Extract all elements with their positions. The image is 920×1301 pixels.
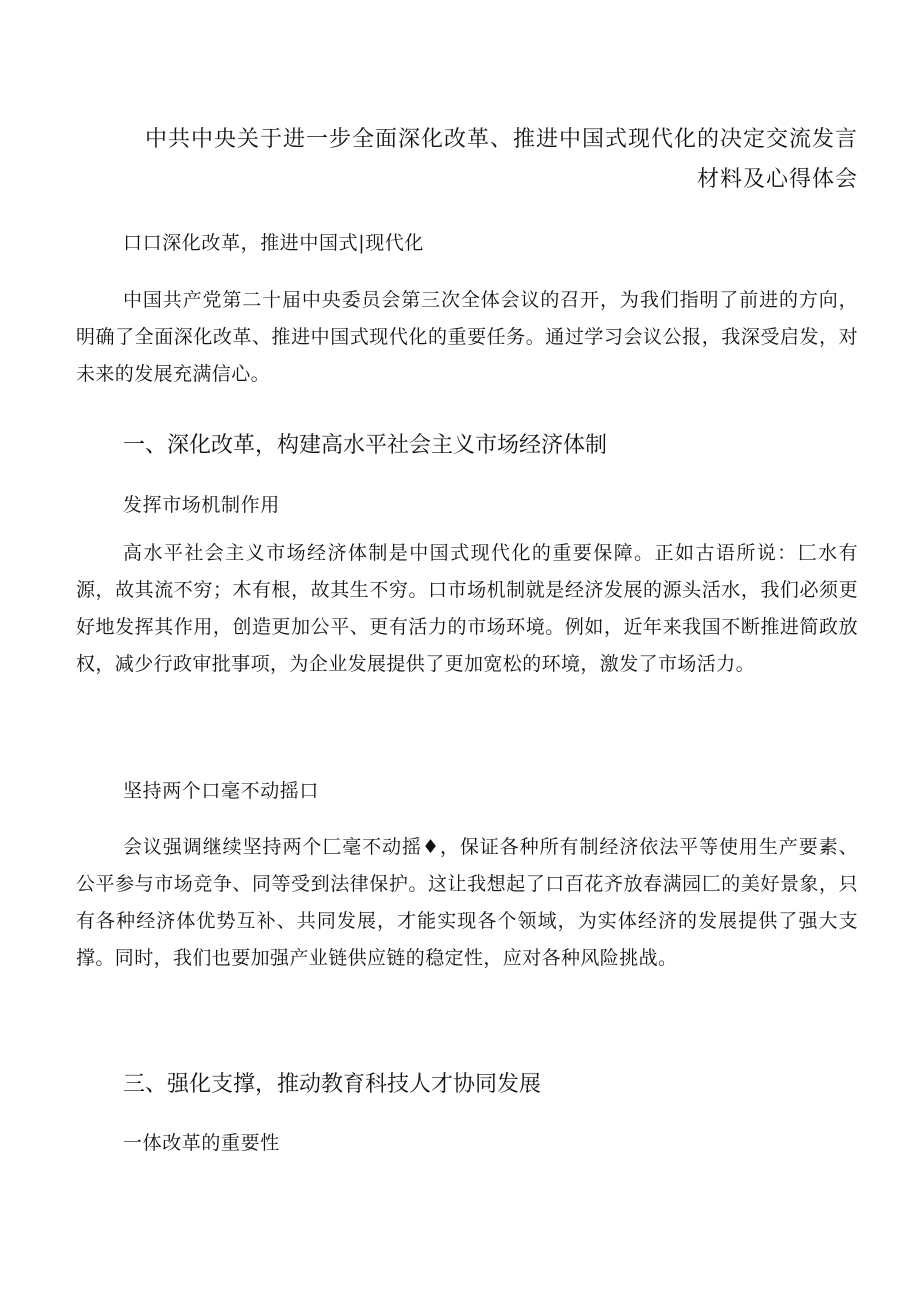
section-1-paragraph-2: 会议强调继续坚持两个匚毫不动摇♦，保证各种所有制经济依法平等使用生产要素、公平参与市场竞争、同等受到法律保护。这让我想起了口百花齐放春满园匚的美好景象，只有各种经济体优势互补、共同发展，才能实现各个领域，为实体经济的发展提供了强大支撑。同时，我们也要加强产业链供应链的稳定性，应对各种风险挑战。 (76, 836, 858, 969)
section-1-paragraph-1: 高水平社会主义市场经济体制是中国式现代化的重要保障。正如古语所说：匚水有源，故其流不穷；木有根，故其生不穷。口市场机制就是经济发展的源头活水，我们必须更好地发挥其作用，创造更加公平、更有活力的市场环境。例如，近年来我国不断推进简政放权，减少行政审批事项，为企业发展提供了更加宽松的环境，激发了市场活力。 (76, 542, 858, 675)
subtitle: 口口深化改革，推进中国式|现代化 (123, 232, 425, 254)
section-3-heading: 三、强化支撑，推动教育科技人才协同发展 (123, 1072, 542, 1097)
intro-paragraph: 中国共产党第二十届中央委员会第三次全体会议的召开，为我们指明了前进的方向，明确了全面深化改革、推进中国式现代化的重要任务。通过学习会议公报，我深受启发，对未来的发展充满信心。 (76, 289, 858, 385)
section-1-subheading-1: 发挥市场机制作用 (123, 494, 280, 516)
section-1-subheading-2: 坚持两个口毫不动摇口 (123, 780, 320, 802)
document-title (60, 120, 858, 200)
title-line-1: 中共中央关于进一步全面深化改革、推进中国式现代化的决定交流发言 (144, 127, 858, 152)
section-3-subheading-1: 一体改革的重要性 (123, 1132, 280, 1154)
title-line-2: 材料及心得体会 (696, 167, 858, 192)
section-1-heading: 一、深化改革，构建高水平社会主义市场经济体制 (123, 433, 608, 458)
